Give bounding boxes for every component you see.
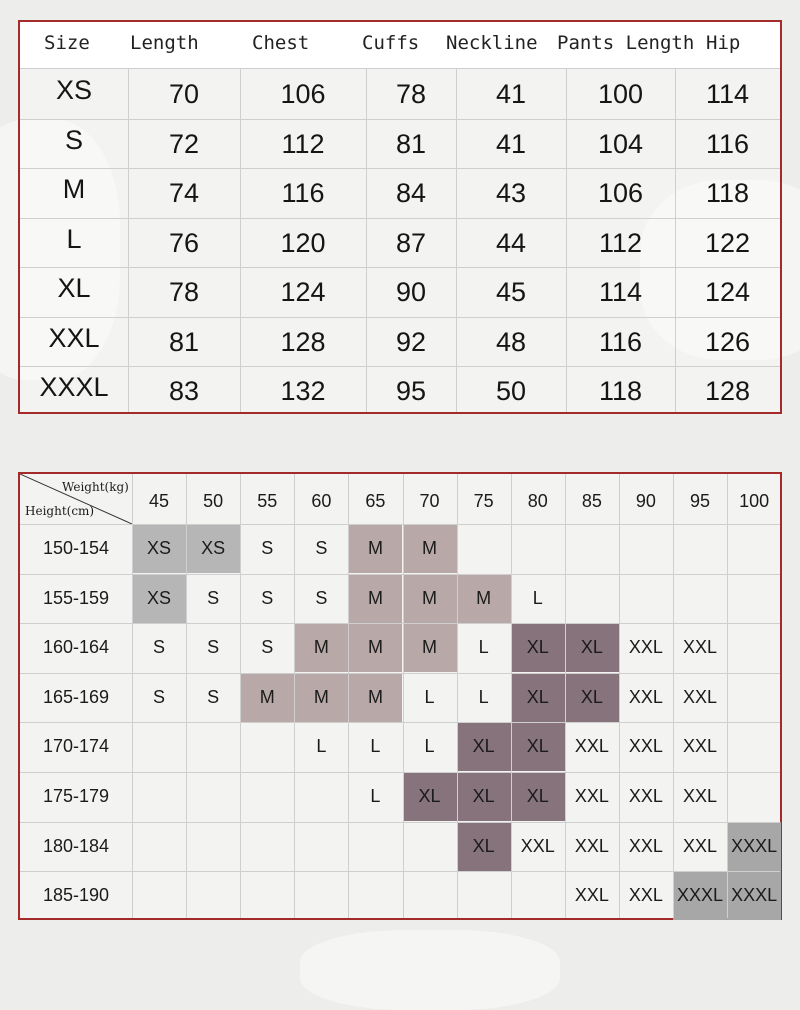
grid-line [240, 68, 241, 412]
weight-header: 50 [203, 491, 224, 511]
size-recommendation-cell: XL [511, 673, 565, 722]
height-header: 170-174 [42, 736, 110, 757]
measurement-cell: 78 [395, 79, 427, 109]
size-label-cell: XXXL [39, 372, 109, 402]
grid-line [20, 673, 780, 674]
measurement-cell: 118 [598, 376, 643, 406]
grid-line [511, 474, 512, 918]
size-label-cell: XS [55, 75, 93, 105]
grid-line [566, 68, 567, 412]
measurement-cell: 76 [168, 227, 200, 258]
grid-line [20, 168, 780, 169]
size-recommendation-cell: L [478, 686, 489, 707]
height-header: 165-169 [42, 686, 110, 707]
size-label-cell: S [64, 124, 83, 155]
grid-line [240, 474, 241, 918]
measurement-cell: 120 [280, 227, 326, 258]
grid-line [294, 474, 295, 918]
fit-chart-table [18, 472, 782, 920]
grid-line [132, 474, 133, 918]
size-chart-table [18, 20, 782, 414]
header-hip: Hip [706, 32, 741, 54]
size-recommendation-cell: M [348, 574, 402, 623]
size-recommendation-cell: L [424, 736, 435, 757]
measurement-cell: 87 [395, 227, 427, 258]
header-size: Size [44, 32, 90, 54]
size-recommendation-cell: XXL [628, 885, 663, 906]
measurement-cell: 116 [281, 178, 325, 208]
size-recommendation-cell: S [315, 538, 328, 558]
grid-line [457, 474, 458, 918]
weight-header: 65 [365, 491, 386, 511]
size-recommendation-cell: XL [457, 722, 511, 771]
size-recommendation-cell: M [348, 673, 402, 722]
grid-line [348, 474, 349, 918]
measurement-cell: 118 [705, 178, 750, 208]
measurement-cell: 112 [281, 128, 325, 159]
size-recommendation-cell: L [370, 786, 381, 806]
size-label-cell: XL [57, 273, 91, 303]
size-recommendation-cell: S [261, 538, 274, 558]
measurement-cell: 124 [280, 277, 326, 307]
measurement-cell: 116 [598, 326, 643, 357]
size-recommendation-cell: XXL [628, 686, 663, 707]
size-row [20, 367, 780, 416]
size-recommendation-cell: XXL [683, 736, 718, 757]
measurement-cell: 114 [598, 277, 643, 307]
grid-line [20, 722, 780, 723]
measurement-cell: 44 [495, 227, 527, 258]
size-recommendation-cell: XXL [574, 786, 609, 806]
size-recommendation-cell: XXL [683, 835, 718, 856]
measurement-cell: 132 [280, 376, 326, 406]
size-chart-header [20, 22, 780, 69]
measurement-cell: 81 [168, 326, 200, 357]
size-recommendation-cell: S [207, 686, 220, 707]
size-recommendation-cell: L [424, 686, 435, 707]
grid-line [673, 474, 674, 918]
grid-line [20, 218, 780, 219]
measurement-cell: 45 [495, 277, 527, 307]
grid-line [565, 474, 566, 918]
size-recommendation-cell: XS [186, 524, 240, 573]
grid-line [128, 68, 129, 412]
size-recommendation-cell: M [240, 673, 294, 722]
measurement-cell: 84 [395, 178, 427, 208]
measurement-cell: 81 [395, 128, 427, 159]
size-recommendation-cell: XL [457, 822, 511, 871]
measurement-cell: 70 [168, 79, 200, 109]
size-recommendation-cell: S [261, 637, 274, 658]
header-length: Length [130, 32, 199, 54]
size-recommendation-cell: XS [132, 574, 186, 623]
header-neckline: Neckline [446, 32, 538, 54]
grid-line [727, 474, 728, 918]
measurement-cell: 41 [495, 79, 527, 109]
grid-line [366, 68, 367, 412]
size-recommendation-cell: XXL [574, 835, 609, 856]
measurement-cell: 95 [395, 376, 427, 406]
size-recommendation-cell: XL [511, 772, 565, 821]
size-row [20, 120, 780, 169]
size-recommendation-cell: XL [511, 623, 565, 672]
measurement-cell: 41 [495, 128, 527, 159]
measurement-cell: 72 [168, 128, 200, 159]
weight-header: 90 [635, 491, 656, 511]
weight-header: 55 [257, 491, 278, 511]
size-recommendation-cell: L [316, 736, 327, 757]
size-recommendation-cell: XXXL [727, 822, 781, 871]
measurement-cell: 124 [704, 277, 751, 307]
size-recommendation-cell: S [315, 587, 328, 608]
size-recommendation-cell: XXL [574, 736, 609, 757]
size-recommendation-cell: XL [565, 673, 619, 722]
grid-line [20, 267, 780, 268]
size-recommendation-cell: M [457, 574, 511, 623]
grid-line [20, 317, 780, 318]
grid-line [675, 68, 676, 412]
weight-header: 75 [473, 491, 494, 511]
size-recommendation-cell: M [348, 524, 402, 573]
weight-header: 45 [149, 491, 170, 511]
height-header: 175-179 [42, 786, 110, 806]
grid-line [619, 474, 620, 918]
grid-line [20, 772, 780, 773]
grid-line [186, 474, 187, 918]
size-recommendation-cell: XXL [683, 686, 718, 707]
weight-header: 95 [690, 491, 711, 511]
size-recommendation-cell: XL [403, 772, 457, 821]
header-pants-length: Pants Length [557, 32, 695, 54]
size-recommendation-cell: XXL [628, 786, 663, 806]
grid-line [20, 871, 780, 872]
size-recommendation-cell: XL [565, 623, 619, 672]
measurement-cell: 106 [280, 79, 326, 109]
measurement-cell: 116 [705, 128, 750, 159]
measurement-cell: 128 [280, 326, 326, 357]
measurement-cell: 104 [597, 128, 644, 159]
grid-line [20, 623, 780, 624]
height-header: 180-184 [42, 835, 110, 856]
size-row [20, 70, 780, 119]
measurement-cell: 43 [495, 178, 527, 208]
size-recommendation-cell: XXL [683, 786, 718, 806]
measurement-cell: 78 [168, 277, 200, 307]
grid-line [20, 822, 780, 823]
size-recommendation-cell: S [207, 637, 220, 658]
height-header: 185-190 [42, 885, 110, 906]
size-row [20, 219, 780, 268]
size-recommendation-cell: L [532, 587, 543, 608]
size-recommendation-cell: S [153, 686, 166, 707]
size-row [20, 169, 780, 218]
size-recommendation-cell: XXL [628, 637, 663, 658]
measurement-cell: 106 [597, 178, 644, 208]
height-axis-label: Height(cm) [25, 504, 95, 518]
size-recommendation-cell: M [403, 524, 457, 573]
measurement-cell: 114 [705, 79, 750, 109]
size-recommendation-cell: S [207, 587, 220, 608]
height-header: 160-164 [42, 637, 110, 658]
size-recommendation-cell: M [403, 574, 457, 623]
grid-line [20, 119, 780, 120]
grid-line [456, 68, 457, 412]
size-label-cell: XXL [48, 322, 100, 353]
measurement-cell: 50 [495, 376, 527, 406]
weight-header: 70 [419, 491, 440, 511]
weight-header: 100 [739, 491, 770, 511]
size-recommendation-cell: S [153, 637, 166, 658]
size-recommendation-cell: XXL [520, 835, 555, 856]
size-recommendation-cell: XL [511, 722, 565, 771]
weight-header: 85 [581, 491, 602, 511]
measurement-cell: 122 [704, 227, 751, 258]
header-chest: Chest [252, 32, 310, 54]
height-header: 150-154 [42, 538, 110, 558]
weight-header: 80 [527, 491, 548, 511]
measurement-cell: 90 [395, 277, 427, 307]
size-recommendation-cell: M [348, 623, 402, 672]
measurement-cell: 74 [168, 178, 200, 208]
size-recommendation-cell: XXL [683, 637, 718, 658]
size-recommendation-cell: XXL [574, 885, 609, 906]
measurement-cell: 83 [168, 376, 200, 406]
grid-line [20, 574, 780, 575]
weight-axis-label: Weight(kg) [62, 480, 129, 494]
size-recommendation-cell: XXXL [727, 871, 781, 920]
size-recommendation-cell: L [478, 637, 489, 658]
size-recommendation-cell: S [261, 587, 274, 608]
measurement-cell: 48 [495, 326, 527, 357]
measurement-cell: 100 [597, 79, 644, 109]
size-recommendation-cell: XXL [628, 736, 663, 757]
size-recommendation-cell: XL [457, 772, 511, 821]
grid-line [403, 474, 404, 918]
measurement-cell: 128 [704, 376, 751, 406]
grid-line [20, 524, 780, 525]
measurement-cell: 92 [395, 326, 427, 357]
size-recommendation-cell: XS [132, 524, 186, 573]
measurement-cell: 112 [598, 227, 643, 258]
size-recommendation-cell: M [294, 673, 348, 722]
size-row [20, 268, 780, 317]
size-recommendation-cell: L [370, 736, 381, 757]
size-label-cell: M [62, 174, 86, 204]
measurement-cell: 126 [704, 326, 751, 357]
size-recommendation-cell: XXXL [673, 871, 727, 920]
size-label-cell: L [66, 223, 82, 254]
size-recommendation-cell: M [403, 623, 457, 672]
size-row [20, 318, 780, 367]
height-header: 155-159 [42, 587, 110, 608]
grid-line [20, 366, 780, 367]
size-recommendation-cell: XXL [628, 835, 663, 856]
header-cuffs: Cuffs [362, 32, 420, 54]
weight-header: 60 [311, 491, 332, 511]
size-recommendation-cell: M [294, 623, 348, 672]
